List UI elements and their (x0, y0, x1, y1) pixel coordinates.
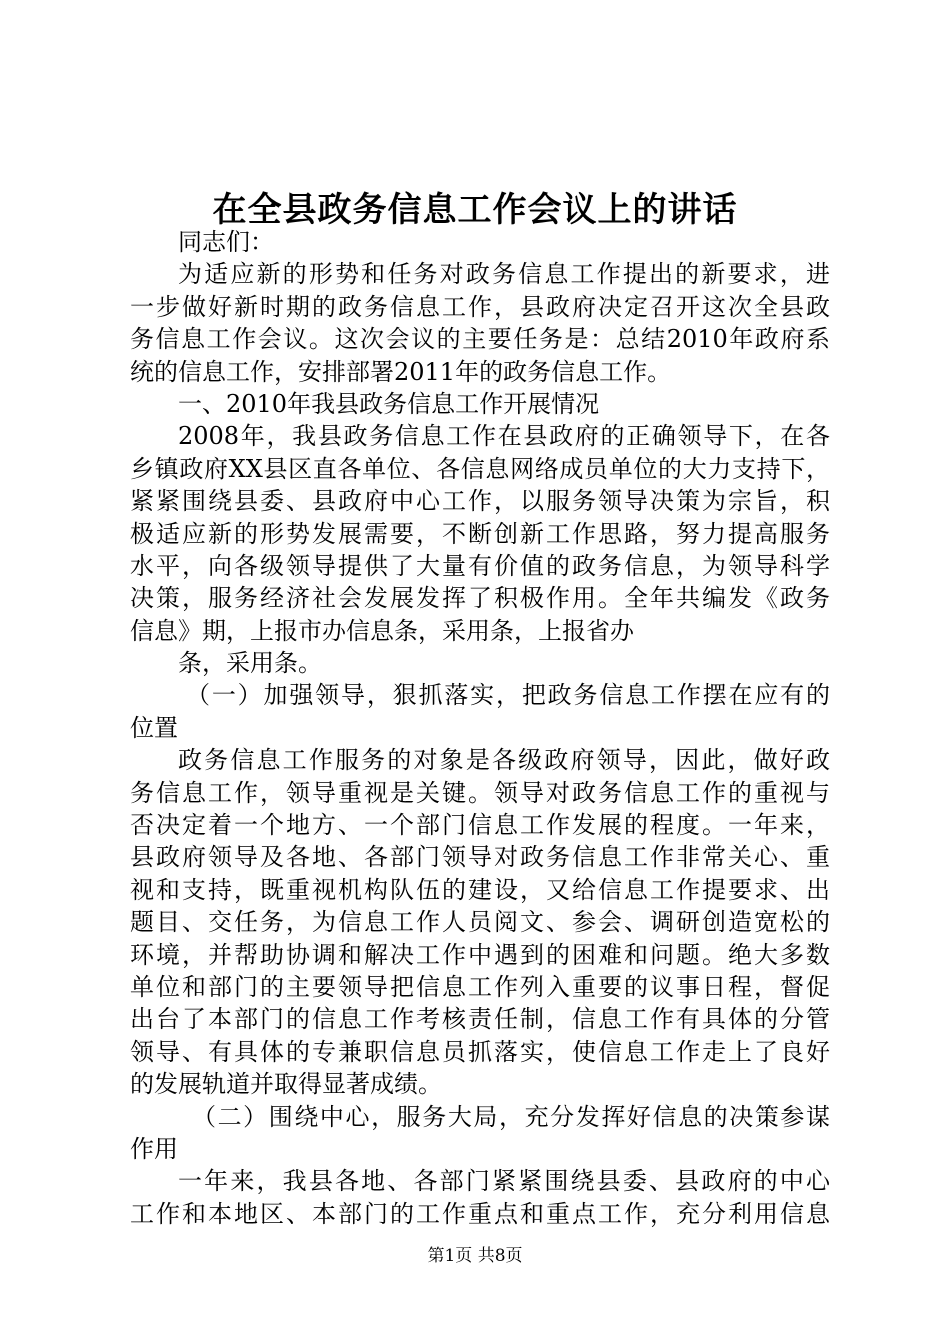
paragraph-line: 极适应新的形势发展需要，不断创新工作思路，努力提高服务 (130, 519, 830, 548)
paragraph-line: 视和支持，既重视机构队伍的建设，又给信息工作提要求、出 (130, 875, 830, 904)
paragraph-line: 一年来，我县各地、各部门紧紧围绕县委、县政府的中心 (178, 1167, 830, 1196)
salutation-line: 同志们： (178, 228, 274, 256)
subsection-heading: （一）加强领导，狠抓落实，把政务信息工作摆在应有的 (186, 681, 830, 710)
subsection-heading: （二）围绕中心，服务大局，充分发挥好信息的决策参谋 (192, 1102, 830, 1131)
paragraph-line: 题目、交任务，为信息工作人员阅文、参会、调研创造宽松的 (130, 908, 830, 937)
paragraph-line: 2008年，我县政务信息工作在县政府的正确领导下，在各 (178, 422, 830, 451)
paragraph-line: 的发展轨道并取得显著成绩。 (130, 1070, 442, 1099)
paragraph-line: 紧紧围绕县委、县政府中心工作，以服务领导决策为宗旨，积 (130, 487, 830, 516)
paragraph-line: 县政府领导及各地、各部门领导对政务信息工作非常关心、重 (130, 843, 830, 872)
paragraph-line: 领导、有具体的专兼职信息员抓落实，使信息工作走上了良好 (130, 1037, 830, 1066)
paragraph-line: 统的信息工作，安排部署2011年的政务信息工作。 (130, 357, 672, 386)
section-heading: 一、2010年我县政务信息工作开展情况 (178, 389, 600, 418)
paragraph-line: 工作和本地区、本部门的工作重点和重点工作，充分利用信息 (130, 1199, 830, 1228)
paragraph-line: 决策，服务经济社会发展发挥了积极作用。全年共编发《政务 (130, 584, 830, 613)
paragraph-line: 为适应新的形势和任务对政务信息工作提出的新要求，进 (178, 260, 830, 289)
document-title: 在全县政务信息工作会议上的讲话 (212, 190, 738, 230)
subsection-heading-continued: 作用 (130, 1134, 178, 1163)
paragraph-line: 政务信息工作服务的对象是各级政府领导，因此，做好政 (178, 746, 830, 775)
paragraph-line: 信息》期，上报市办信息条，采用条，上报省办 (130, 616, 634, 645)
paragraph-line: 务信息工作，领导重视是关键。领导对政务信息工作的重视与 (130, 778, 830, 807)
subsection-heading-continued: 位置 (130, 713, 178, 742)
paragraph-line: 单位和部门的主要领导把信息工作列入重要的议事日程，督促 (130, 972, 830, 1001)
paragraph-line: 环境，并帮助协调和解决工作中遇到的困难和问题。绝大多数 (130, 940, 830, 969)
page-number-footer: 第1页 共8页 (427, 1246, 523, 1266)
paragraph-line: 条，采用条。 (178, 649, 322, 678)
paragraph-line: 出台了本部门的信息工作考核责任制，信息工作有具体的分管 (130, 1005, 830, 1034)
paragraph-line: 务信息工作会议。这次会议的主要任务是：总结2010年政府系 (130, 325, 830, 354)
paragraph-line: 乡镇政府XX县区直各单位、各信息网络成员单位的大力支持下， (130, 454, 830, 483)
paragraph-line: 水平，向各级领导提供了大量有价值的政务信息，为领导科学 (130, 551, 830, 580)
paragraph-line: 否决定着一个地方、一个部门信息工作发展的程度。一年来， (130, 811, 830, 840)
paragraph-line: 一步做好新时期的政务信息工作，县政府决定召开这次全县政 (130, 292, 830, 321)
document-body (130, 226, 830, 1230)
